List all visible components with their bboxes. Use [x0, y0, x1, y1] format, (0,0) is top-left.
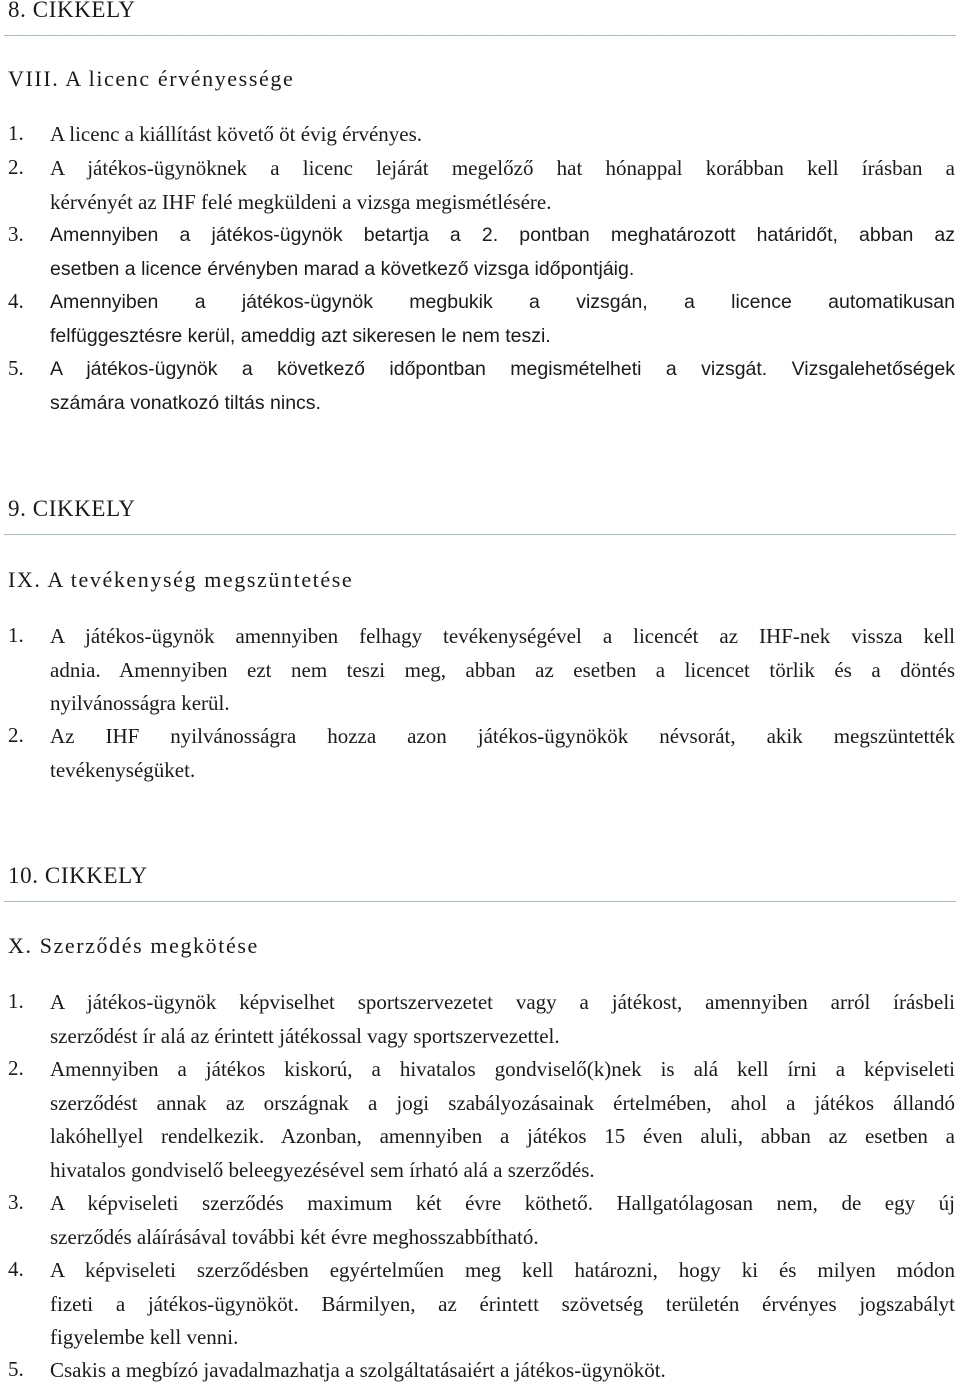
list-item: [50, 1254, 955, 1355]
article-heading: 9. CIKKELY: [8, 496, 136, 521]
list-item: [50, 1187, 955, 1254]
section-title: IX. A tevékenység megszüntetése: [8, 567, 354, 592]
item-line: A képviseleti szerződés maximum két évre köthető. Hallgatólagosan nem, de egy új: [50, 1191, 955, 1215]
item-line: nyilvánosságra kerül.: [50, 691, 230, 715]
list-item: [50, 219, 955, 286]
item-line: A játékos-ügynök amennyiben felhagy tevékenységével a licencét az IHF-nek vissza kell: [50, 624, 955, 648]
list-item: [50, 286, 955, 353]
list-item: [50, 1354, 955, 1388]
section-title: X. Szerződés megkötése: [8, 933, 259, 958]
divider: [4, 901, 956, 902]
item-number: 1.: [8, 623, 24, 647]
list-item: [50, 720, 955, 787]
item-line: A játékos-ügynök a következő időpontban megismételheti a vizsgát. Vizsgalehetőségek: [50, 358, 955, 380]
item-line: hivatalos gondviselő beleegyezésével sem írható alá a szerződés.: [50, 1157, 595, 1182]
item-line: esetben a licence érvényben marad a következő vizsga időpontjáig.: [50, 257, 635, 280]
item-line: lakóhellyel rendelkezik. Azonban, amennyiben a játékos 15 éven aluli, abban az esetben a: [50, 1124, 955, 1148]
item-number: 3.: [8, 1190, 24, 1214]
item-line: A képviseleti szerződésben egyértelműen meg kell határozni, hogy ki és milyen módon: [50, 1258, 955, 1282]
item-line: felfüggesztésre kerül, ameddig azt sikeresen le nem teszi.: [50, 324, 551, 347]
item-number: 5.: [8, 1357, 24, 1381]
item-line: szerződést ír alá az érintett játékossal vagy sportszervezettel.: [50, 1023, 560, 1048]
article-heading: 10. CIKKELY: [8, 863, 148, 888]
item-line: kérvényét az IHF felé megküldeni a vizsga megismétlésére.: [50, 189, 552, 214]
list-item: [50, 118, 955, 152]
item-line: Az IHF nyilvánosságra hozza azon játékos-ügynökök névsorát, akik megszüntették: [50, 724, 955, 748]
item-line: Csakis a megbízó javadalmazhatja a szolgáltatásaiért a játékos-ügynököt.: [50, 1358, 666, 1382]
item-number: 2.: [8, 155, 24, 179]
item-number: 1.: [8, 989, 24, 1013]
item-line: szerződés aláírásával további két évre meghosszabbítható.: [50, 1224, 539, 1249]
item-line: A játékos-ügynök képviselhet sportszervezetet vagy a játékost, amennyiben arról írásbeli: [50, 990, 955, 1014]
item-line: fizeti a játékos-ügynököt. Bármilyen, az érintett szövetség területén érvényes jogszabályt: [50, 1291, 955, 1316]
item-number: 1.: [8, 121, 24, 145]
list-item: [50, 986, 955, 1053]
item-number: 2.: [8, 723, 24, 747]
item-number: 4.: [8, 1257, 24, 1281]
item-number: 3.: [8, 222, 24, 246]
list-item: [50, 353, 955, 420]
item-line: Amennyiben a játékos kiskorú, a hivatalos gondviselő(k)nek is alá kell írni a képviseleti: [50, 1057, 955, 1081]
item-line: Amennyiben a játékos-ügynök betartja a 2. pontban meghatározott határidőt, abban az: [50, 224, 955, 246]
item-line: számára vonatkozó tiltás nincs.: [50, 391, 321, 414]
list-item: [50, 620, 955, 721]
item-line: tevékenységüket.: [50, 757, 196, 782]
article-heading: 8. CIKKELY: [8, 0, 136, 22]
list-item: [50, 1053, 955, 1187]
item-line: szerződést annak az országnak a jogi szabályozásainak értelmében, ahol a játékos állandó: [50, 1090, 955, 1115]
item-number: 5.: [8, 356, 24, 380]
list-item: [50, 152, 955, 219]
item-line: Amennyiben a játékos-ügynök megbukik a vizsgán, a licence automatikusan: [50, 291, 955, 313]
divider: [4, 35, 956, 36]
item-line: A játékos-ügynöknek a licenc lejárát megelőző hat hónappal korábban kell írásban a: [50, 156, 955, 180]
divider: [4, 534, 956, 535]
item-number: 4.: [8, 289, 24, 313]
item-line: adnia. Amennyiben ezt nem teszi meg, abban az esetben a licencet törlik és a döntés: [50, 657, 955, 682]
item-number: 2.: [8, 1056, 24, 1080]
item-line: A licenc a kiállítást követő öt évig érvényes.: [50, 122, 423, 146]
item-line: figyelembe kell venni.: [50, 1325, 239, 1349]
section-title: VIII. A licenc érvényessége: [8, 66, 295, 91]
